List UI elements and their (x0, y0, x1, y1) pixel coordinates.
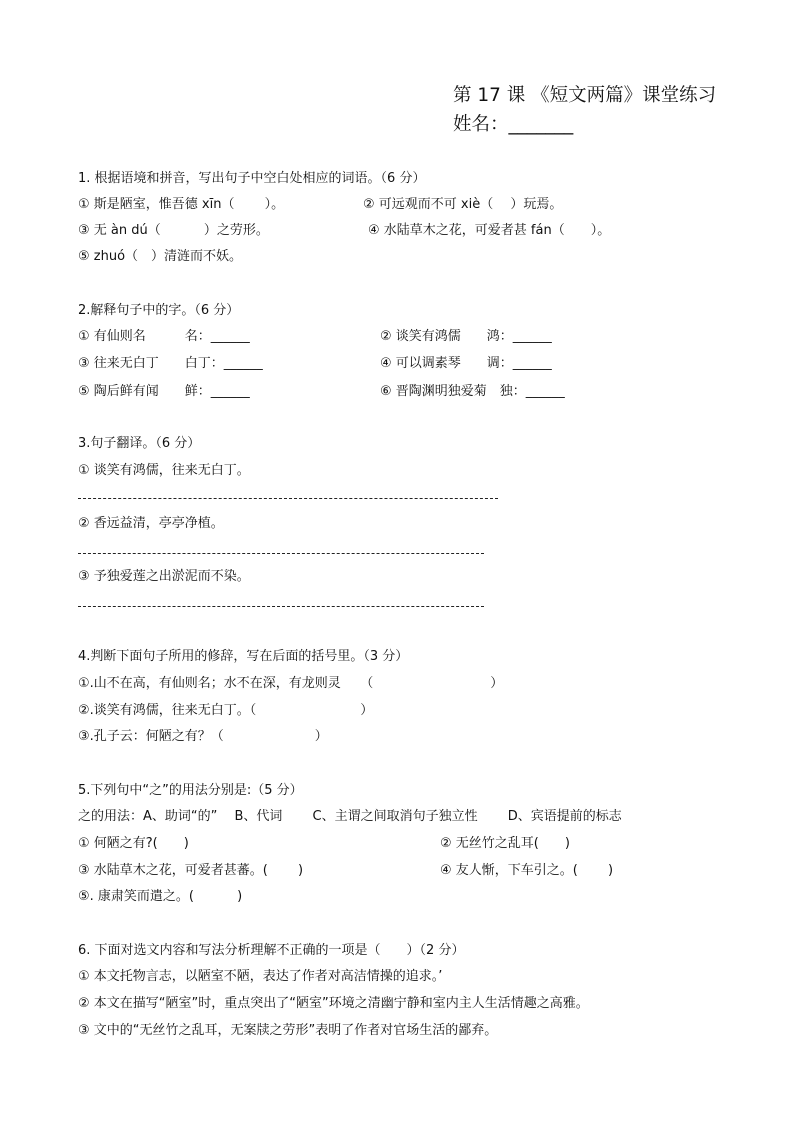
q2-item-5: ⑤ 陶后鲜有闻 鲜：______ (78, 384, 250, 399)
q5-item-1: ① 何陋之有?( ) (78, 836, 189, 851)
q5-item-4: ④ 友人惭，下车引之。( ) (440, 863, 614, 878)
q3-item-3: ③ 予独爱莲之出淤泥而不染。 (78, 569, 250, 584)
q1-item-1: ① 斯是陋室，惟吾德 xīn（ ）。 (78, 197, 285, 212)
q6-option-3: ③ 文中的“无丝竹之乱耳，无案牍之劳形”表明了作者对官场生活的鄙弃。 (78, 1023, 498, 1038)
q1-item-4: ④ 水陆草木之花，可爱者甚 fán（ ）。 (368, 223, 611, 238)
q6-option-2: ② 本文在描写“陋室”时，重点突出了“陋室”环境之清幽宁静和室内主人生活情趣之高雅。 (78, 996, 589, 1011)
q6-option-1: ① 本文托物言志，以陋室不陋，表达了作者对高洁情操的追求。’ (78, 969, 443, 984)
q5-item-2: ② 无丝竹之乱耳( ) (440, 836, 570, 851)
q3-heading: 3.句子翻译。（6 分） (78, 436, 201, 451)
worksheet-title: 第 17 课 《短文两篇》课堂练习 (453, 85, 717, 106)
q4-item-3: ③.孔子云：何陋之有？（ ） (78, 729, 328, 744)
q3-answer-line-3 (78, 606, 484, 607)
q2-heading: 2.解释句子中的字。（6 分） (78, 303, 240, 318)
student-name-field: 姓名：_______ (453, 114, 574, 135)
q3-answer-line-2 (78, 553, 484, 554)
q4-item-1: ①.山不在高，有仙则名；水不在深，有龙则灵 （ ） (78, 676, 504, 691)
q1-item-2: ② 可远观而不可 xiè（ ）玩焉。 (363, 197, 563, 212)
q2-item-4: ④ 可以调素琴 调：______ (380, 356, 552, 371)
q2-item-2: ② 谈笑有鸿儒 鸿：______ (380, 329, 552, 344)
q4-heading: 4.判断下面句子所用的修辞，写在后面的括号里。（3 分） (78, 649, 409, 664)
q4-item-2: ②.谈笑有鸿儒，往来无白丁。（ ） (78, 703, 374, 718)
q3-item-1: ① 谈笑有鸿儒，往来无白丁。 (78, 463, 250, 478)
q5-item-3: ③ 水陆草木之花，可爱者甚蕃。( ) (78, 863, 304, 878)
q5-heading: 5.下列句中“之”的用法分别是:（5 分） (78, 783, 303, 798)
q1-item-3: ③ 无 àn dú（ ）之劳形。 (78, 223, 269, 238)
q3-item-2: ② 香远益清，亭亭净植。 (78, 516, 224, 531)
q3-answer-line-1 (78, 498, 498, 499)
q5-usage-options: 之的用法：A、助词“的” B、代词 C、主谓之间取消句子独立性 D、宾语提前的标志 (78, 809, 622, 824)
q2-item-3: ③ 往来无白丁 白丁：______ (78, 356, 263, 371)
q2-item-6: ⑥ 晋陶渊明独爱菊 独：______ (380, 384, 565, 399)
q5-item-5: ⑤. 康肃笑而遣之。( ) (78, 889, 243, 904)
q1-item-5: ⑤ zhuó（ ）清涟而不妖。 (78, 249, 243, 264)
q6-heading: 6. 下面对选文内容和写法分析理解不正确的一项是（ ）（2 分） (78, 943, 465, 958)
q2-item-1: ① 有仙则名 名：______ (78, 329, 250, 344)
q1-heading: 1. 根据语境和拼音，写出句子中空白处相应的词语。（6 分） (78, 171, 426, 186)
